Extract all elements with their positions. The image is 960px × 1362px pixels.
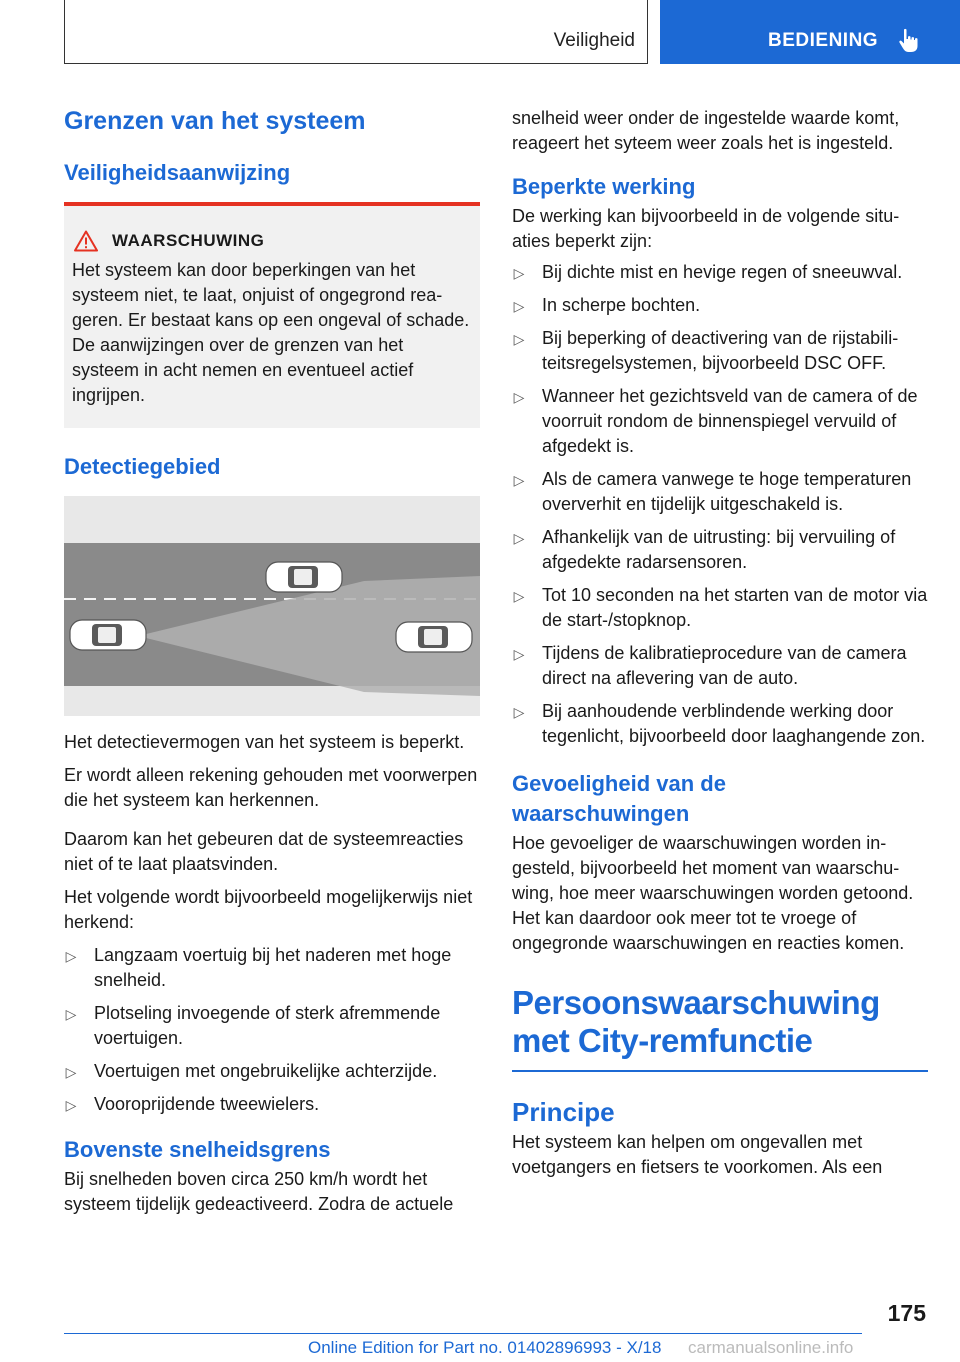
header-section-box xyxy=(64,0,648,64)
list-item: ▷ Langzaam voertuig bij het naderen met hoge snelheid. xyxy=(65,945,452,990)
list-item: ▷ Vooroprijdende tweewielers. xyxy=(64,1092,480,1117)
safety-heading: Veiligheidsaanwijzing xyxy=(64,160,291,185)
list-item: ▷ Voertuigen met ongebruikelijke achterzijde. xyxy=(64,1059,480,1084)
detection-area-illustration xyxy=(64,496,480,716)
detection-para-3: Daarom kan het gebeuren dat de systeemreacties niet of te laat plaatsvinden. xyxy=(64,829,464,874)
list-item: ▷ Wanneer het gezichtsveld van de camera of de voorruit rondom de binnenspiegel vervuild of afgedekt is. xyxy=(513,386,918,456)
car-lane-left xyxy=(266,562,342,592)
car-ego xyxy=(70,620,146,650)
section-title: Grenzen van het systeem xyxy=(64,107,366,135)
list-marker: ▷ xyxy=(65,1064,77,1080)
left-column xyxy=(64,100,480,1217)
speed-heading: Bovenste snelheidsgrens xyxy=(64,1137,331,1162)
detection-para-1: Het detectievermogen van het systeem is beperkt. xyxy=(64,732,465,752)
warning-title-row xyxy=(72,230,470,252)
list-marker: ▷ xyxy=(513,265,525,281)
warning-title: WAARSCHUWING xyxy=(112,231,265,250)
list-item: ▷ In scherpe bochten. xyxy=(512,293,928,318)
list-item: ▷ Bij aanhoudende verblindende werking door tegenlicht, bijvoorbeeld door laaghangende zon. xyxy=(513,701,926,746)
list-marker: ▷ xyxy=(513,704,525,720)
list-marker: ▷ xyxy=(513,389,525,405)
speed-text: Bij snelheden boven circa 250 km/h wordt het systeem tijdelijk gedeactiveerd. Zodra de actuele xyxy=(64,1169,454,1214)
header-chapter-label: BEDIENING xyxy=(768,30,879,51)
warning-box xyxy=(64,202,480,428)
header-chapter-tab[interactable] xyxy=(660,0,960,64)
pointing-hand-icon xyxy=(896,26,924,54)
list-item: ▷ Tot 10 seconden na het starten van de motor via de start-/stopknop. xyxy=(513,585,928,630)
detection-para-4: Het volgende wordt bijvoorbeeld mogelijkerwijs niet herkend: xyxy=(64,887,473,932)
list-item: ▷ Bij beperking of deactivering van de rijstabiliteitsregelsystemen, bijvoorbeeld DSC OFF. xyxy=(513,328,899,373)
footer-rule xyxy=(64,1333,862,1334)
page-number: 175 xyxy=(887,1300,926,1326)
list-item: ▷ Plotseling invoegende of sterk afremmende voertuigen. xyxy=(65,1003,441,1048)
header-section-label: Veiligheid xyxy=(553,30,635,51)
list-marker: ▷ xyxy=(65,1006,77,1022)
not-recognized-list xyxy=(64,943,480,1117)
heading-rule xyxy=(512,1070,928,1072)
list-marker: ▷ xyxy=(513,298,525,314)
list-marker: ▷ xyxy=(65,1097,77,1113)
sensitivity-heading: Gevoeligheid van de waarschuwingen xyxy=(512,771,726,826)
list-item: ▷ Als de camera vanwege te hoge temperaturen oververhit en tijdelijk uitgeschakeld is. xyxy=(513,469,912,514)
list-marker: ▷ xyxy=(513,646,525,662)
principle-heading: Principe xyxy=(512,1096,615,1127)
limited-heading: Beperkte werking xyxy=(512,174,696,199)
detection-para-2: Er wordt alleen rekening gehouden met voorwerpen die het systeem kan herkennen. xyxy=(64,765,478,810)
limited-intro: De werking kan bijvoorbeeld in de volgende situaties beperkt zijn: xyxy=(512,206,900,251)
warning-text: Het systeem kan door beperkingen van het systeem niet, te laat, onjuist of ongegrond reageren. Er bestaat kans op een ongeval of schade. De aanwijzingen over de grenzen van het systeem in acht nemen en eventueel actief ingrijpen. xyxy=(72,260,470,405)
list-marker: ▷ xyxy=(65,948,77,964)
list-item: ▷ Bij dichte mist en hevige regen of sneeuwval. xyxy=(512,260,928,285)
car-ahead xyxy=(396,622,472,652)
detection-heading: Detectiegebied xyxy=(64,454,221,479)
list-marker: ▷ xyxy=(513,472,525,488)
list-marker: ▷ xyxy=(513,588,525,604)
list-item: ▷ Afhankelijk van de uitrusting: bij vervuiling of afgedekte radarsensoren. xyxy=(513,527,896,572)
sensitivity-text: Hoe gevoeliger de waarschuwingen worden ingesteld, bijvoorbeeld het moment van waarschuwing, hoe meer waarschuwingen worden getoond. Het kan daardoor ook meer tot te vroege of ongegronde waarschuwingen en reacties komen. xyxy=(512,833,914,953)
footer-edition: Online Edition for Part no. 01402896993 - X/18 xyxy=(308,1338,662,1357)
warning-triangle-icon xyxy=(74,230,98,252)
speed-text-continued: snelheid weer onder de ingestelde waarde komt, reageert het syteem weer zoals het is ingesteld. xyxy=(512,108,900,153)
list-marker: ▷ xyxy=(513,331,525,347)
footer-watermark: carmanualsonline.info xyxy=(688,1338,854,1357)
right-column xyxy=(512,100,928,1180)
limited-list xyxy=(512,260,928,749)
big-section-heading: Persoonswaarschuwing met City-remfunctie xyxy=(512,984,880,1059)
principle-text: Het systeem kan helpen om ongevallen met voetgangers en fietsers te voorkomen. Als een xyxy=(512,1131,883,1177)
detection-area-figure xyxy=(64,496,480,716)
list-item: ▷ Tijdens de kalibratieprocedure van de camera direct na aflevering van de auto. xyxy=(513,643,907,688)
list-marker: ▷ xyxy=(513,530,525,546)
